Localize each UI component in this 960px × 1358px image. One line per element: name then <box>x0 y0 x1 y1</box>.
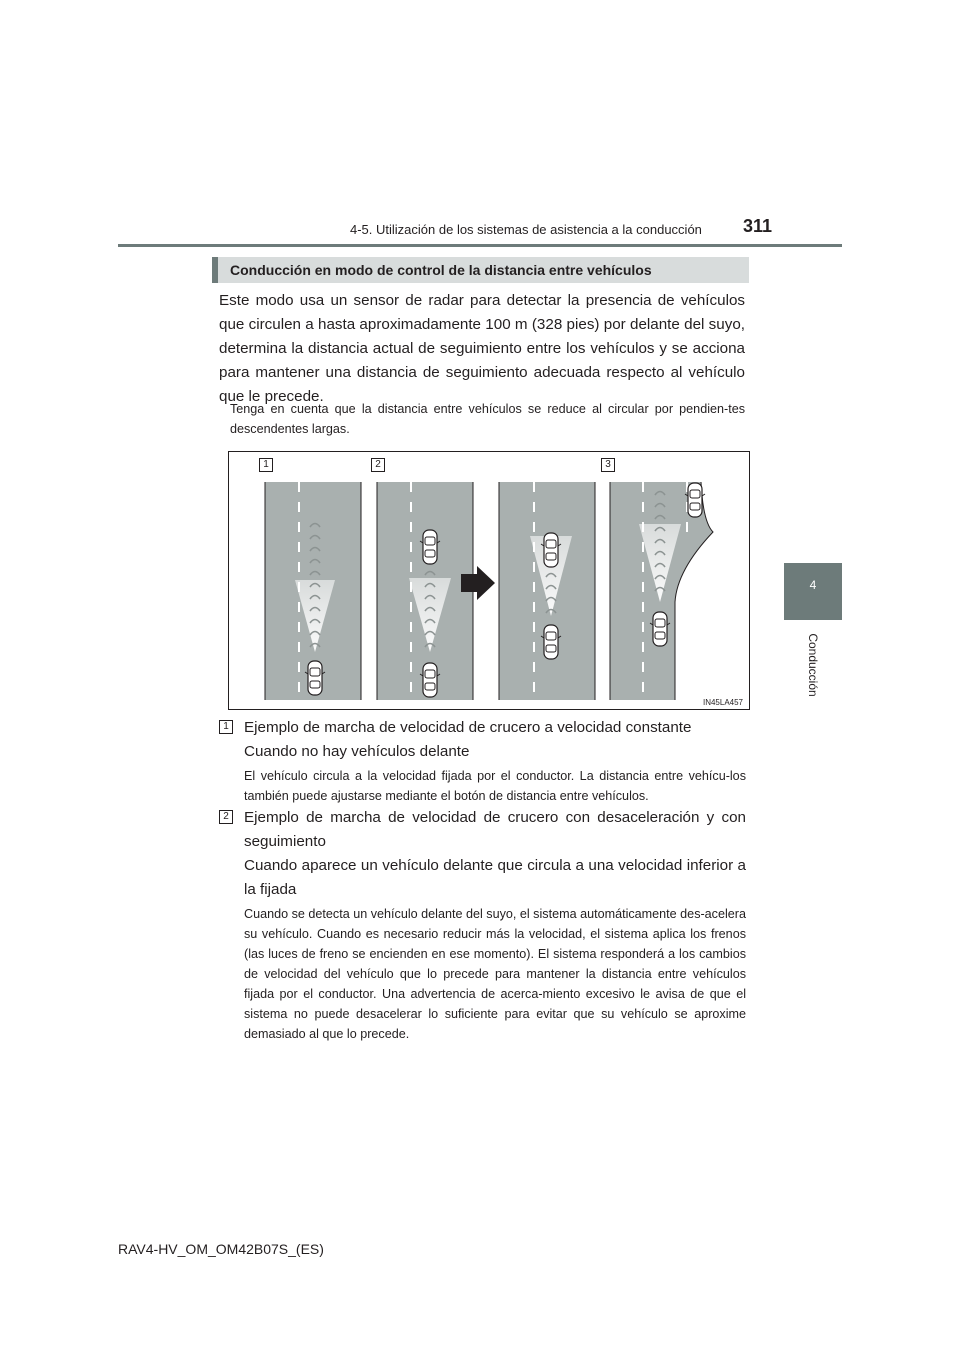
note-paragraph: Tenga en cuenta que la distancia entre vehículos se reduce al circular por pendien-tes descendentes largas. <box>230 402 745 436</box>
item-1-badge: 1 <box>219 720 233 734</box>
header-section-title: 4-5. Utilización de los sistemas de asistencia a la conducción <box>350 222 702 237</box>
chapter-tab-label <box>773 620 853 710</box>
item-1-title <box>244 716 746 764</box>
section-heading <box>212 257 749 283</box>
footer-document-code: RAV4-HV_OM_OM42B07S_(ES) <box>118 1241 324 1257</box>
item-2-title <box>244 806 746 902</box>
section-heading-text: Conducción en modo de control de la distancia entre vehículos <box>230 262 652 278</box>
figure-code: IN45LA457 <box>702 698 743 707</box>
item-2-title-line2: Cuando aparece un vehículo delante que circula a una velocidad inferior a la fijada <box>244 857 746 898</box>
item-1-body: El vehículo circula a la velocidad fijada por el conductor. La distancia entre vehícu-los también puede ajustarse mediante el botón de distancia entre vehículos. <box>244 769 746 803</box>
item-2-title-line1: Ejemplo de marcha de velocidad de crucero con desaceleración y con seguimiento <box>244 809 746 850</box>
item-2-body: Cuando se detecta un vehículo delante del suyo, el sistema automáticamente des-acelera su vehículo. Cuando es necesario reducir más la velocidad, el sistema aplica los frenos (las luces de freno se encienden en ese momento). El sistema responderá a los cambios de velocidad del vehículo que lo precede para mantener la distancia entre vehículos fijada por el conductor. Una advertencia de acerca-miento excesivo le avisa de que el sistema no puede desacelerar lo suficiente para evitar que su vehículo se aproxime demasiado al que lo precede. <box>244 907 746 1041</box>
chapter-tab-label-text: Conducción <box>806 633 820 697</box>
figure-label-3: 3 <box>601 458 615 472</box>
header-rule <box>118 244 842 247</box>
figure-label-2: 2 <box>371 458 385 472</box>
chapter-tab-number: 4 <box>784 563 842 620</box>
acc-illustration <box>229 452 751 711</box>
figure-label-1: 1 <box>259 458 273 472</box>
figure-acc-diagram <box>228 451 750 710</box>
road-scene-4 <box>610 482 713 700</box>
page-number: 311 <box>743 216 773 236</box>
road-scene-3 <box>499 482 595 700</box>
item-1-title-line2: Cuando no hay vehículos delante <box>244 743 470 760</box>
item-1-title-line1: Ejemplo de marcha de velocidad de crucero a velocidad constante <box>244 719 692 736</box>
road-scene-2 <box>377 482 473 700</box>
road-scene-1 <box>265 482 361 700</box>
intro-paragraph: Este modo usa un sensor de radar para detectar la presencia de vehículos que circulen a hasta aproximadamente 100 m (328 pies) por delante del suyo, determina la distancia actual de seguimiento entre los vehículos y se acciona para mantener una distancia de seguimiento adecuada respecto al vehículo que le precede. <box>219 292 745 405</box>
item-2-badge: 2 <box>219 810 233 824</box>
